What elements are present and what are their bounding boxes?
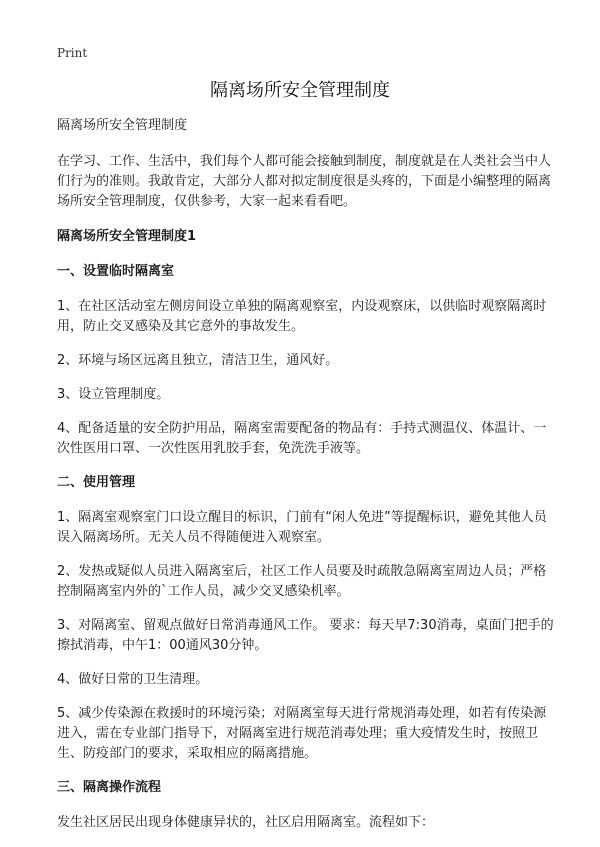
section-paragraph: 1、在社区活动室左侧房间设立单独的隔离观察室，内设观察床，以供临时观察隔离时用，防止交叉感染及其它意外的事故发生。 <box>57 299 547 334</box>
part-heading: 隔离场所安全管理制度1 <box>57 229 197 244</box>
intro-paragraph: 在学习、工作、生活中，我们每个人都可能会接触到制度，制度就是在人类社会当中人们行为的准则。我敢肯定，大部分人都对拟定制度很是头疼的，下面是小编整理的隔离场所安全管理制度，仅供参考，大家一起来看看吧。 <box>57 154 552 209</box>
section-paragraph: 4、做好日常的卫生清理。 <box>57 672 209 687</box>
article-body <box>57 116 557 847</box>
article-subtitle: 隔离场所安全管理制度 <box>57 118 188 133</box>
section-paragraph: 3、对隔离室、留观点做好日常消毒通风工作。 要求：每天早7:30消毒，桌面门把手的擦拭消毒，中午1：00通风30分钟。 <box>57 618 554 653</box>
page-title: 隔离场所安全管理制度 <box>210 80 390 101</box>
section-paragraph: 发生社区居民出现身体健康异状的，社区启用隔离室。流程如下： <box>57 815 435 830</box>
section-heading: 二、使用管理 <box>57 475 136 490</box>
section-paragraph: 5、减少传染源在救援时的环境污染；对隔离室每天进行常规消毒处理，如若有传染源进入，需在专业部门指导下，对隔离室进行规范消毒处理；重大疫情发生时，按照卫生、防疫部门的要求，采取相应的隔离措施。 <box>57 706 547 761</box>
section-paragraph: 2、发热或疑似人员进入隔离室后，社区工作人员要及时疏散急隔离室周边人员；严格控制隔离室内外的`工作人员，减少交叉感染机率。 <box>57 564 547 599</box>
section-paragraph: 1、隔离室观察室门口设立醒目的标识，门前有“闲人免进”等提醒标识，避免其他人员误入隔离场所。无关人员不得随便进入观察室。 <box>57 510 547 545</box>
section-paragraph: 2、环境与场区远离且独立，清洁卫生，通风好。 <box>57 353 339 368</box>
section-paragraph: 4、配备适量的安全防护用品，隔离室需要配备的物品有：手持式测温仪、体温计、一次性医用口罩、一次性医用乳胶手套，免洗洗手液等。 <box>57 421 547 456</box>
section-heading: 三、隔离操作流程 <box>57 780 162 795</box>
print-link[interactable]: Print <box>57 46 88 60</box>
section-paragraph: 3、设立管理制度。 <box>57 387 170 402</box>
section-heading: 一、设置临时隔离室 <box>57 264 175 279</box>
